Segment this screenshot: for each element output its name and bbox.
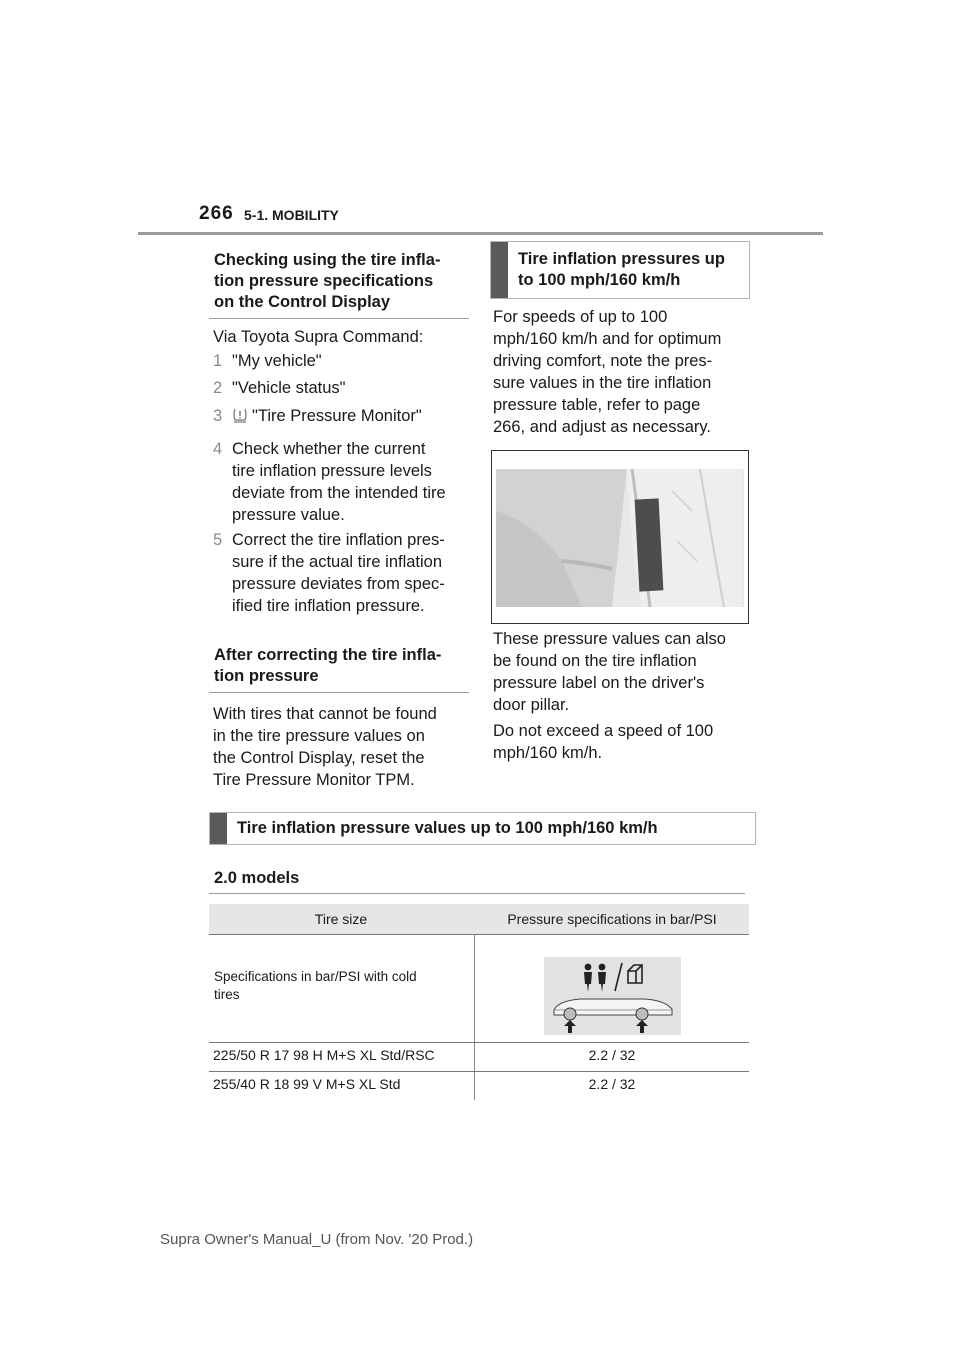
column-header-pressure: Pressure specifications in bar/PSI: [507, 911, 717, 927]
heading-divider: [209, 318, 469, 319]
heading-bar: [491, 242, 508, 298]
heading-divider: [209, 893, 745, 894]
models-heading: 2.0 models: [214, 869, 300, 887]
box-heading: Tire inflation pressures up to 100 mph/160 km/h: [518, 250, 725, 289]
car-icon: [554, 999, 672, 1020]
table-rule: [209, 1071, 749, 1072]
section-heading-box: [490, 241, 750, 299]
step-text: Check whether the current tire inflation pressure levels deviate from the intended tire pressure value.: [232, 440, 446, 524]
pressure-cell: 2.2 / 32: [588, 1076, 636, 1092]
step-number: 1: [213, 352, 223, 370]
step-number: 2: [213, 379, 223, 397]
persons-icon: [584, 964, 606, 992]
step-text: "Vehicle status": [232, 379, 346, 397]
luggage-icon: [628, 965, 642, 983]
pressure-cell: 2.2 / 32: [588, 1047, 636, 1063]
header-divider: [138, 232, 823, 235]
tire-size-cell: 255/40 R 18 99 V M+S XL Std: [213, 1076, 401, 1092]
tire-pressure-warning-icon: [232, 407, 248, 423]
step-text: Correct the tire inflation pres- sure if the actual tire inflation pressure deviates from spec- ified tire inflation pressure.: [232, 531, 445, 615]
after-paragraph: With tires that cannot be found in the tire pressure values on the Control Display, reset the Tire Pressure Monitor TPM.: [213, 705, 437, 789]
speed-paragraph: For speeds of up to 100 mph/160 km/h and for optimum driving comfort, note the pres- sure values in the tire inflation pressure table, refer to page 266, and adjust as necessary.: [493, 308, 722, 436]
heading-divider: [209, 692, 469, 693]
column-header-tire-size: Tire size: [314, 911, 368, 927]
door-pillar-image: [491, 450, 749, 624]
page-footer: Supra Owner's Manual_U (from Nov. '20 Prod.): [160, 1231, 474, 1248]
check-heading: Checking using the tire infla- tion pressure specifications on the Control Display: [214, 251, 441, 311]
spec-label: Specifications in bar/PSI with cold tires: [214, 969, 417, 1002]
after-heading: After correcting the tire infla- tion pressure: [214, 646, 442, 685]
heading-bar: [210, 813, 227, 844]
load-condition-pictogram: [544, 957, 681, 1035]
section-title: 5-1. MOBILITY: [244, 207, 339, 223]
step-text: "Tire Pressure Monitor": [252, 407, 422, 425]
step-number: 4: [213, 440, 223, 458]
tire-arrow-icons: [564, 1020, 648, 1033]
table-rule: [209, 1042, 749, 1043]
via-text: Via Toyota Supra Command:: [213, 328, 424, 346]
step-text: "My vehicle": [232, 352, 322, 370]
tire-size-cell: 225/50 R 17 98 H M+S XL Std/RSC: [213, 1047, 435, 1063]
step-number: 3: [213, 407, 223, 425]
values-heading: Tire inflation pressure values up to 100 mph/160 km/h: [237, 819, 658, 837]
label-paragraph: These pressure values can also be found on the tire inflation pressure label on the driver's door pillar.: [493, 630, 726, 714]
values-heading-box: [209, 812, 756, 845]
speed-limit-paragraph: Do not exceed a speed of 100 mph/160 km/h.: [493, 722, 714, 762]
page-number: 266: [199, 203, 234, 224]
step-number: 5: [213, 531, 223, 549]
table-rule: [209, 934, 749, 935]
